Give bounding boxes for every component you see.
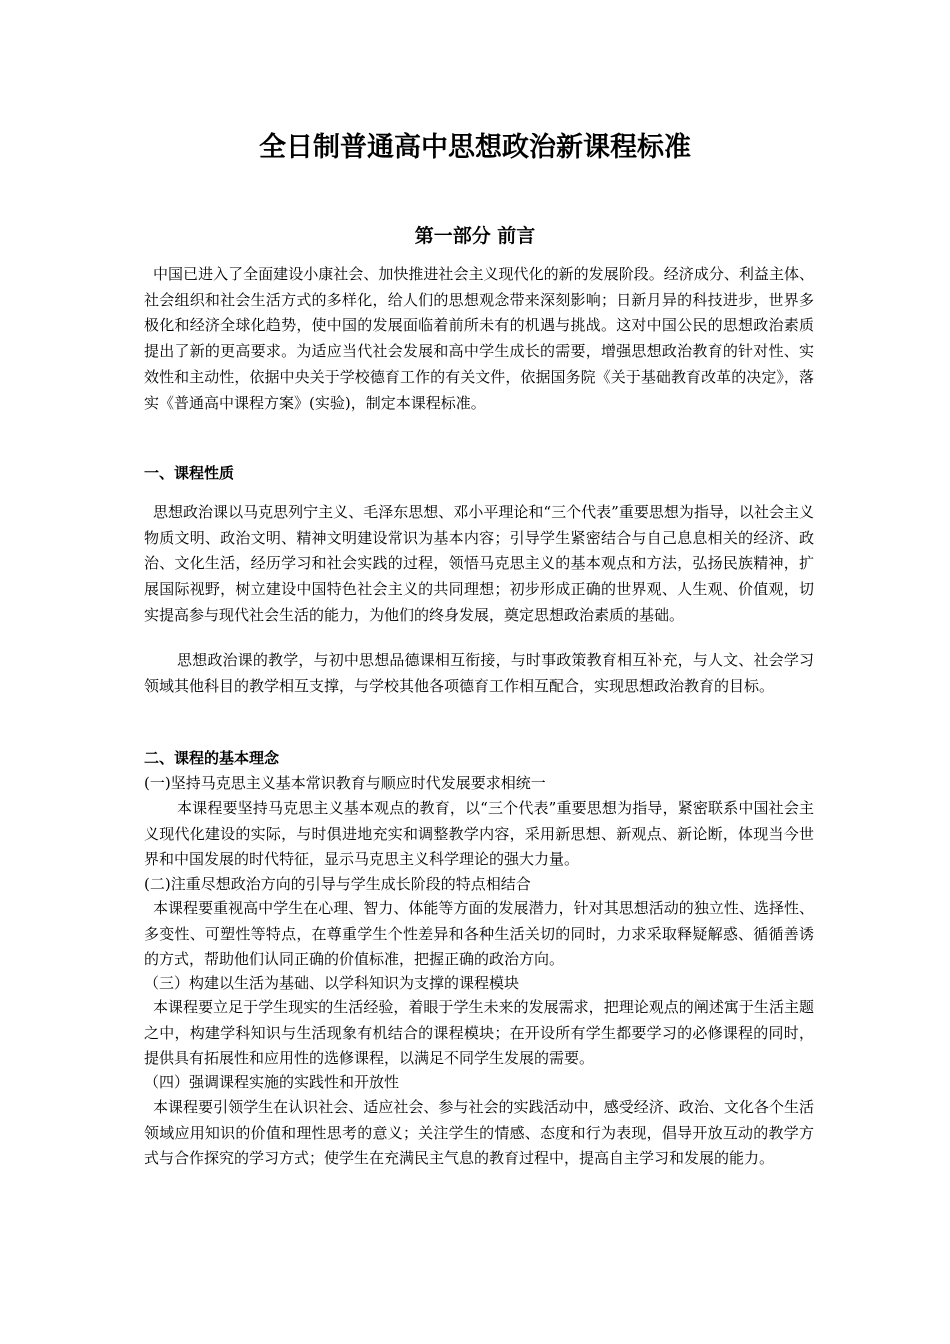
intro-paragraph: 中国已进入了全面建设小康社会、加快推进社会主义现代化的新的发展阶段。经济成分、利益主体、社会组织和社会生活方式的多样化，给人们的思想观念带来深刻影响；日新月异的科技进步，世界多极化和经济全球化趋势，使中国的发展面临着前所未有的机遇与挑战。这对中国公民的思想政治素质提出了新的更高要求。为适应当代社会发展和高中学生成长的需要，增强思想政治教育的针对性、实效性和主动性，依据中央关于学校德育工作的有关文件，依据国务院《关于基础教育改革的决定》，落实《普通高中课程方案》(实验)，制定本课程标准。: [144, 265, 814, 412]
section-heading-nature: 一、课程性质: [144, 464, 235, 482]
philosophy-item-1-heading: (一)坚持马克思主义基本常识教育与顺应时代发展要求相统一: [144, 774, 546, 792]
philosophy-item-3-text: 本课程要立足于学生现实的生活经验，着眼于学生未来的发展需求，把理论观点的阐述寓于生活主题之中，构建学科知识与生活现象有机结合的课程模块；在开设所有学生都要学习的必修课程的同时，提供具有拓展性和应用性的选修课程，以满足不同学生发展的需要。: [144, 998, 814, 1068]
nature-paragraph-1: 思想政治课以马克思列宁主义、毛泽东思想、邓小平理论和“三个代表”重要思想为指导，以社会主义物质文明、政治文明、精神文明建设常识为基本内容；引导学生紧密结合与自己息息相关的经济、政治、文化生活，经历学习和社会实践的过程，领悟马克思主义的基本观点和方法，弘扬民族精神，扩展国际视野，树立建设中国特色社会主义的共同理想；初步形成正确的世界观、人生观、价值观，切实提高参与现代社会生活的能力，为他们的终身发展，奠定思想政治素质的基础。: [144, 503, 814, 624]
nature-paragraph-2: 思想政治课的教学，与初中思想品德课相互衔接，与时事政策教育相互补充，与人文、社会学习领域其他科目的教学相互支撑，与学校其他各项德育工作相互配合，实现思想政治教育的目标。: [144, 651, 814, 695]
philosophy-item-2-heading: (二)注重尽想政治方向的引导与学生成长阶段的特点相结合: [144, 875, 531, 893]
section-heading-philosophy: 二、课程的基本理念: [144, 749, 280, 767]
philosophy-item-4-text: 本课程要引领学生在认识社会、适应社会、参与社会的实践活动中，感受经济、政治、文化各个生活领域应用知识的价值和理性思考的意义；关注学生的情感、态度和行为表现，倡导开放互动的教学方式与合作探究的学习方式；使学生在充满民主气息的教育过程中，提高自主学习和发展的能力。: [144, 1098, 814, 1168]
philosophy-item-2-text: 本课程要重视高中学生在心理、智力、体能等方面的发展潜力，针对其思想活动的独立性、选择性、多变性、可塑性等特点，在尊重学生个性差异和各种生活关切的同时，力求采取释疑解惑、循循善诱的方式，帮助他们认同正确的价值标准，把握正确的政治方向。: [144, 899, 814, 969]
philosophy-item-4-heading: （四）强调课程实施的实践性和开放性: [144, 1073, 400, 1091]
philosophy-item-1-text: 本课程要坚持马克思主义基本观点的教育，以“三个代表”重要思想为指导，紧密联系中国社会主义现代化建设的实际，与时俱进地充实和调整教学内容，采用新思想、新观点、新论断，体现当今世界和中国发展的时代特征，显示马克思主义科学理论的强大力量。: [144, 799, 814, 869]
philosophy-item-3-heading: （三）构建以生活为基础、以学科知识为支撑的课程模块: [144, 974, 520, 992]
document-title: 全日制普通高中思想政治新课程标准: [259, 132, 691, 163]
part-title: 第一部分 前言: [414, 225, 536, 247]
